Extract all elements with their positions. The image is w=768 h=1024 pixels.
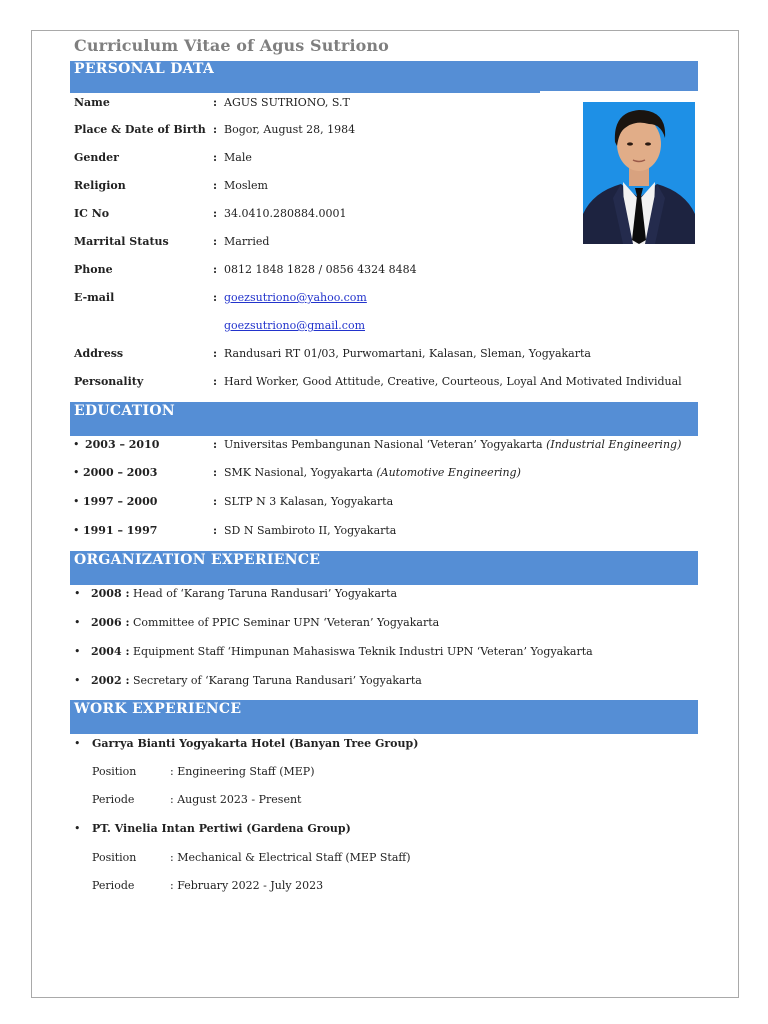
portrait-image	[583, 102, 695, 244]
email-link-yahoo[interactable]: goezsutriono@yahoo.com	[224, 291, 367, 304]
colon: :	[213, 263, 218, 276]
education-school: Universitas Pembangunan Nasional ‘Veteran’ Yogyakarta (Industrial Engineering)	[224, 438, 682, 451]
bullet: •	[73, 495, 80, 508]
field-value: Randusari RT 01/03, Purwomartani, Kalasan, Sleman, Yogyakarta	[224, 347, 591, 360]
field-label: E-mail	[74, 291, 115, 304]
field-label: Name	[74, 96, 110, 109]
colon: :	[213, 96, 218, 109]
work-position: : Engineering Staff (MEP)	[170, 765, 315, 778]
section-work	[70, 700, 698, 734]
colon: :	[213, 375, 218, 388]
bullet: •	[74, 737, 81, 750]
education-school: SD N Sambiroto II, Yogyakarta	[224, 524, 397, 537]
colon: :	[213, 524, 218, 537]
work-company: Garrya Bianti Yogyakarta Hotel (Banyan Tree Group)	[92, 737, 419, 750]
document-title: Curriculum Vitae of Agus Sutriono	[74, 36, 389, 55]
field-label: Phone	[74, 263, 113, 276]
colon: :	[213, 179, 218, 192]
field-value: Male	[224, 151, 252, 164]
education-years: 2000 – 2003	[83, 466, 158, 479]
colon: :	[213, 438, 218, 451]
work-position-label: Position	[92, 765, 137, 778]
field-value: Married	[224, 235, 270, 248]
field-value: AGUS SUTRIONO, S.T	[224, 96, 350, 109]
colon: :	[213, 151, 218, 164]
work-period: : August 2023 - Present	[170, 793, 302, 806]
organization-entry: 2002 : Secretary of ‘Karang Taruna Randusari’ Yogyakarta	[91, 674, 422, 687]
field-label: Personality	[74, 375, 144, 388]
bullet: •	[73, 466, 80, 479]
field-label: Place & Date of Birth	[74, 123, 206, 136]
section-education	[70, 402, 698, 436]
colon: :	[213, 347, 218, 360]
section-title: ORGANIZATION EXPERIENCE	[74, 552, 321, 568]
profile-photo	[583, 102, 695, 244]
organization-entry: 2008 : Head of ‘Karang Taruna Randusari’ Yogyakarta	[91, 587, 398, 600]
work-company: PT. Vinelia Intan Pertiwi (Gardena Group)	[92, 822, 351, 835]
field-value: Hard Worker, Good Attitude, Creative, Courteous, Loyal And Motivated Individual	[224, 375, 682, 388]
field-value: 0812 1848 1828 / 0856 4324 8484	[224, 263, 417, 276]
section-title: WORK EXPERIENCE	[74, 701, 242, 717]
email-link-gmail[interactable]: goezsutriono@gmail.com	[224, 319, 366, 332]
work-position-label: Position	[92, 851, 137, 864]
bullet: •	[73, 524, 80, 537]
field-value: 34.0410.280884.0001	[224, 207, 347, 220]
section-title: EDUCATION	[74, 403, 175, 419]
education-years: 1991 – 1997	[83, 524, 158, 537]
colon: :	[213, 207, 218, 220]
education-school: SLTP N 3 Kalasan, Yogyakarta	[224, 495, 394, 508]
divider	[540, 91, 698, 93]
field-label: Gender	[74, 151, 119, 164]
organization-entry: 2006 : Committee of PPIC Seminar UPN ‘Veteran’ Yogyakarta	[91, 616, 440, 629]
field-label: Religion	[74, 179, 126, 192]
colon: :	[213, 291, 218, 304]
field-value: Bogor, August 28, 1984	[224, 123, 356, 136]
field-label: IC No	[74, 207, 110, 220]
section-personal-data	[70, 61, 698, 93]
bullet: •	[74, 822, 81, 835]
colon: :	[213, 123, 218, 136]
section-title: PERSONAL DATA	[74, 61, 215, 77]
work-period-label: Periode	[92, 793, 135, 806]
colon: :	[213, 235, 218, 248]
field-label: Address	[74, 347, 124, 360]
work-period-label: Periode	[92, 879, 135, 892]
education-years: 2003 – 2010	[85, 438, 160, 451]
colon: :	[213, 466, 218, 479]
bullet: •	[73, 438, 80, 451]
education-school: SMK Nasional, Yogyakarta (Automotive Engineering)	[224, 466, 521, 479]
section-organization	[70, 551, 698, 585]
work-position: : Mechanical & Electrical Staff (MEP Staff)	[170, 851, 411, 864]
bullet: •	[74, 587, 81, 600]
work-period: : February 2022 - July 2023	[170, 879, 324, 892]
organization-entry: 2004 : Equipment Staff ‘Himpunan Mahasiswa Teknik Industri UPN ‘Veteran’ Yogyakarta	[91, 645, 593, 658]
field-label: Marrital Status	[74, 235, 169, 248]
bullet: •	[74, 674, 81, 687]
field-value: Moslem	[224, 179, 268, 192]
bullet: •	[74, 616, 81, 629]
bullet: •	[74, 645, 81, 658]
colon: :	[213, 495, 218, 508]
education-years: 1997 – 2000	[83, 495, 158, 508]
